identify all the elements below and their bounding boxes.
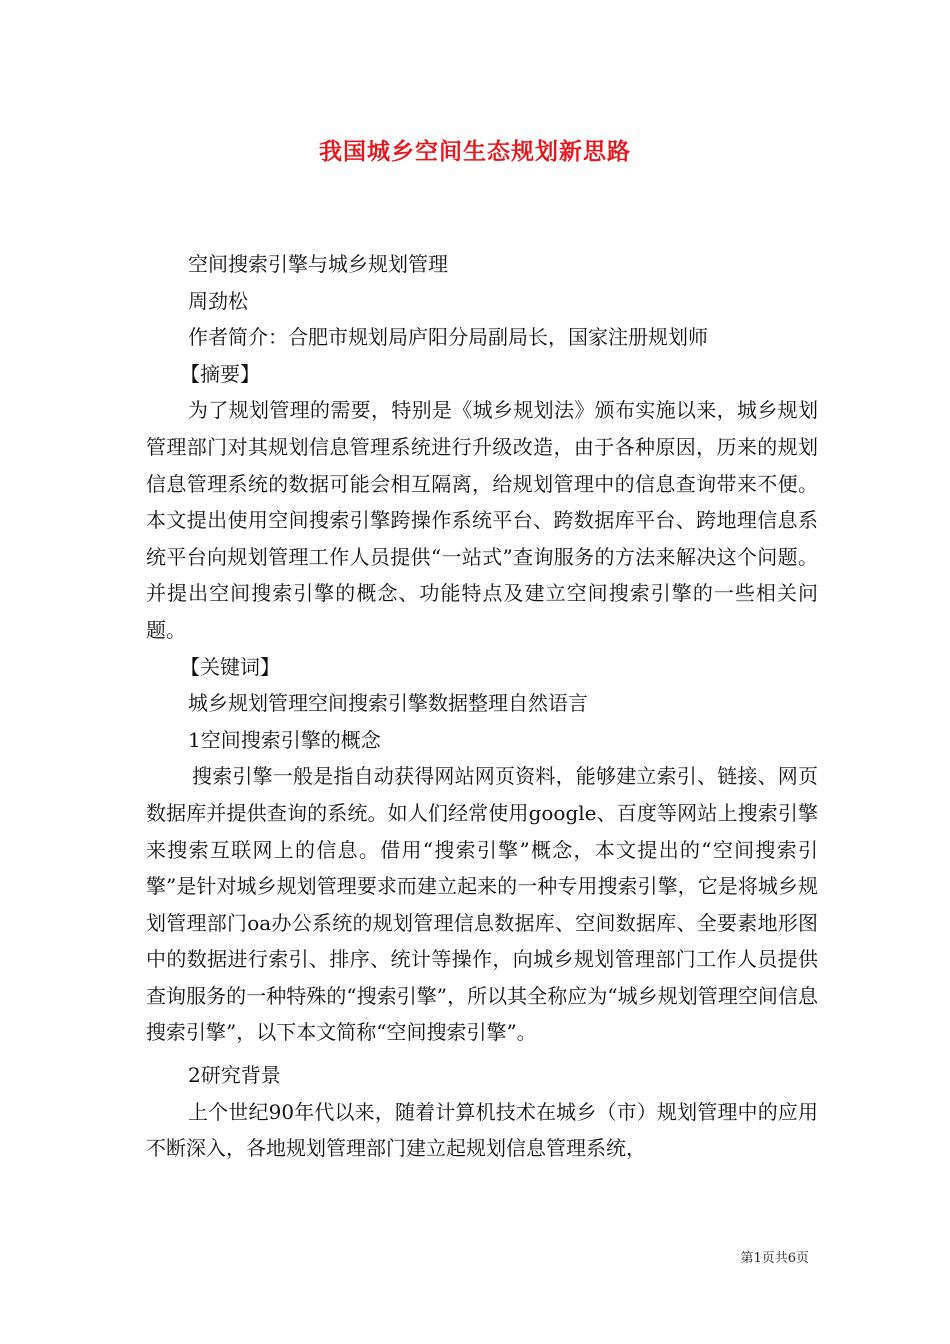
abstract-heading: 【摘要】 — [180, 361, 260, 386]
keywords-heading: 【关键词】 — [180, 654, 280, 679]
section-1-text: 搜索引擎一般是指自动获得网站网页资料，能够建立索引、链接、网页数据库并提供查询的系统。如人们经常使用google、百度等网站上搜索引擎来搜索互联网上的信息。借用“搜索引擎”概念，本文提出的“空间搜索引擎”是针对城乡规划管理要求而建立起来的一种专用搜索引擎，它是将城乡规划管理部门oa办公系统的规划管理信息数据库、空间数据库、全要素地形图中的数据进行索引、排序、统计等操作，向城乡规划管理部门工作人员提供查询服务的一种特殊的“搜索引擎”，所以其全称应为“城乡规划管理空间信息搜索引擎”，以下本文简称“空间搜索引擎”。 — [146, 764, 818, 1045]
section-2-heading: 2研究背景 — [188, 1063, 281, 1088]
document-body — [146, 246, 818, 1167]
abstract-text: 为了规划管理的需要，特别是《城乡规划法》颁布实施以来，城乡规划管理部门对其规划信息管理系统进行升级改造，由于各种原因，历来的规划信息管理系统的数据可能会相互隔离，给规划管理中的信息查询带来不便。本文提出使用空间搜索引擎跨操作系统平台、跨数据库平台、跨地理信息系统平台向规划管理工作人员提供“一站式”查询服务的方法来解决这个问题。并提出空间搜索引擎的概念、功能特点及建立空间搜索引擎的一些相关问题。 — [146, 398, 818, 642]
subtitle: 空间搜索引擎与城乡规划管理 — [188, 252, 448, 276]
document-title: 我国城乡空间生态规划新思路 — [319, 139, 631, 165]
keywords-text: 城乡规划管理空间搜索引擎数据整理自然语言 — [188, 691, 588, 716]
author-intro: 作者简介：合肥市规划局庐阳分局副局长，国家注册规划师 — [188, 325, 708, 350]
section-2-text: 上个世纪90年代以来，随着计算机技术在城乡（市）规划管理中的应用不断深入，各地规划管理部门建立起规划信息管理系统， — [146, 1099, 818, 1161]
page-number: 第1页共6页 — [740, 1251, 809, 1266]
author-name: 周劲松 — [188, 288, 248, 313]
section-1-heading: 1空间搜索引擎的概念 — [188, 727, 381, 752]
